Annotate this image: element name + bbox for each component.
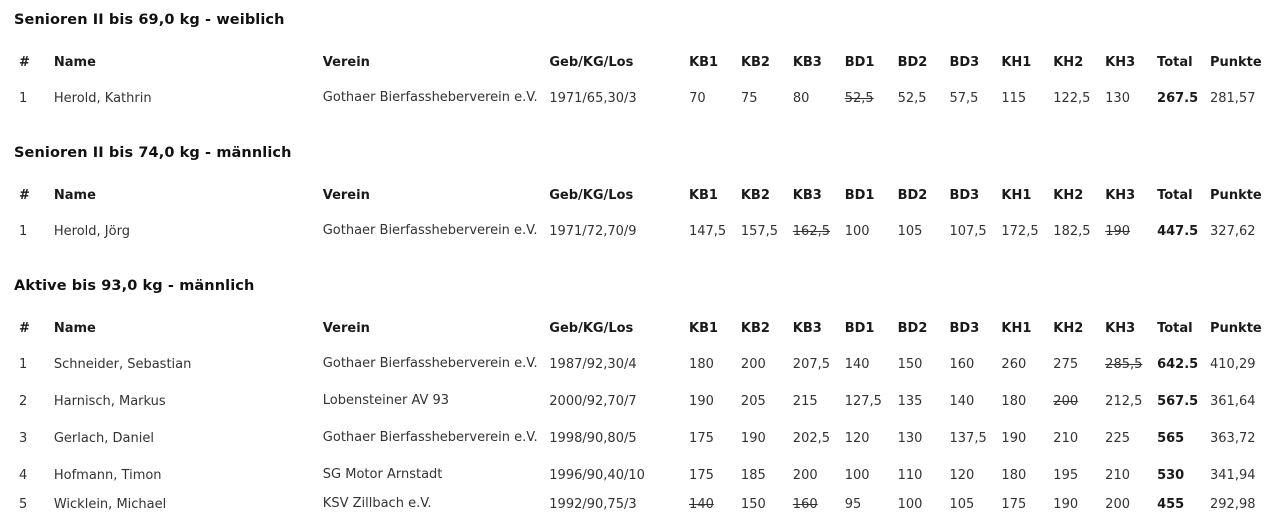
failed-attempt: 285,5 bbox=[1105, 356, 1143, 372]
name-cell: Wicklein, Michael bbox=[53, 496, 167, 512]
header-name: Name bbox=[53, 320, 96, 336]
failed-attempt: 160 bbox=[792, 496, 818, 512]
header-club: Verein bbox=[322, 54, 370, 70]
name-cell: Herold, Kathrin bbox=[53, 90, 152, 106]
attempt-cell-bd3 bbox=[950, 385, 1002, 417]
attempt-cell-kb3 bbox=[793, 491, 845, 517]
attempt-value: 120 bbox=[949, 467, 975, 483]
attempt-cell-kh3 bbox=[1105, 343, 1157, 385]
table-row bbox=[0, 343, 1280, 385]
name-cell: Hofmann, Timon bbox=[53, 467, 162, 483]
header-bd2: BD2 bbox=[897, 54, 928, 70]
attempt-value: 100 bbox=[844, 467, 870, 483]
points-cell: 341,94 bbox=[1210, 467, 1256, 483]
table-row bbox=[0, 417, 1280, 459]
attempt-cell-kb3 bbox=[793, 210, 845, 252]
table-row bbox=[0, 385, 1280, 417]
header-kh3: KH3 bbox=[1105, 320, 1136, 336]
info-cell: 1971/72,70/9 bbox=[549, 223, 637, 239]
info-cell: 1996/90,40/10 bbox=[549, 467, 645, 483]
results-table bbox=[0, 313, 1280, 517]
header-row bbox=[0, 180, 1280, 210]
points-cell: 281,57 bbox=[1209, 90, 1256, 106]
attempt-value: 275 bbox=[1053, 356, 1079, 372]
section-title: Senioren II bis 69,0 kg - weiblich bbox=[14, 12, 285, 28]
info-cell: 1998/90,80/5 bbox=[549, 430, 637, 446]
attempt-value: 120 bbox=[844, 430, 870, 446]
attempt-value: 157,5 bbox=[740, 223, 779, 239]
header-kh1: KH1 bbox=[1001, 187, 1032, 203]
attempt-value: 190 bbox=[740, 430, 766, 446]
attempt-value: 175 bbox=[689, 467, 714, 483]
header-rank: # bbox=[19, 320, 30, 336]
attempt-cell-bd2 bbox=[898, 459, 950, 491]
total-cell: 567.5 bbox=[1157, 393, 1199, 409]
header-kb1: KB1 bbox=[688, 187, 718, 203]
club-cell: Gothaer Bierfassheberverein e.V. bbox=[322, 430, 538, 445]
attempt-value: 190 bbox=[1053, 496, 1079, 512]
attempt-cell-bd2 bbox=[898, 343, 950, 385]
header-row bbox=[0, 313, 1280, 343]
attempt-cell-kb3 bbox=[793, 343, 845, 385]
header-kh2: KH2 bbox=[1053, 54, 1084, 70]
attempt-cell-kb2 bbox=[741, 385, 793, 417]
attempt-value: 200 bbox=[792, 467, 818, 483]
header-bd2: BD2 bbox=[897, 187, 928, 203]
attempt-value: 75 bbox=[740, 90, 758, 106]
attempt-cell-kb3 bbox=[793, 417, 845, 459]
attempt-value: 110 bbox=[897, 467, 923, 483]
header-kh3: KH3 bbox=[1105, 187, 1136, 203]
attempt-value: 105 bbox=[949, 496, 975, 512]
attempt-value: 210 bbox=[1053, 430, 1079, 446]
attempt-cell-kb2 bbox=[741, 417, 793, 459]
attempt-cell-kh3 bbox=[1105, 385, 1157, 417]
attempt-value: 215 bbox=[792, 393, 818, 409]
table-row bbox=[0, 491, 1280, 517]
results-table bbox=[0, 47, 1280, 119]
attempt-cell-kb2 bbox=[741, 459, 793, 491]
rank-cell: 1 bbox=[19, 356, 28, 372]
header-rank: # bbox=[19, 187, 30, 203]
header-bd3: BD3 bbox=[949, 187, 980, 203]
attempt-cell-kh3 bbox=[1105, 210, 1157, 252]
failed-attempt: 200 bbox=[1053, 393, 1079, 409]
total-cell: 455 bbox=[1157, 496, 1185, 512]
attempt-value: 130 bbox=[897, 430, 923, 446]
attempt-cell-bd1 bbox=[845, 491, 898, 517]
attempt-cell-kb2 bbox=[741, 343, 793, 385]
attempt-cell-kb1 bbox=[689, 491, 741, 517]
attempt-value: 212,5 bbox=[1105, 393, 1143, 409]
name-cell: Herold, Jörg bbox=[53, 223, 130, 239]
header-points: Punkte bbox=[1210, 320, 1262, 336]
attempt-value: 80 bbox=[792, 90, 810, 106]
points-cell: 363,72 bbox=[1210, 430, 1256, 446]
attempt-value: 70 bbox=[689, 90, 706, 106]
attempt-value: 105 bbox=[897, 223, 923, 239]
attempt-value: 115 bbox=[1001, 90, 1027, 106]
header-points: Punkte bbox=[1210, 187, 1262, 203]
attempt-cell-kb3 bbox=[793, 459, 845, 491]
header-name: Name bbox=[53, 54, 96, 70]
attempt-value: 140 bbox=[844, 356, 870, 372]
attempt-value: 210 bbox=[1105, 467, 1130, 483]
header-kb3: KB3 bbox=[792, 187, 822, 203]
table-row bbox=[0, 77, 1280, 119]
header-kb2: KB2 bbox=[740, 320, 770, 336]
attempt-cell-kb3 bbox=[793, 77, 845, 119]
attempt-cell-bd1 bbox=[845, 459, 898, 491]
club-cell: Gothaer Bierfassheberverein e.V. bbox=[322, 90, 538, 105]
attempt-value: 57,5 bbox=[949, 90, 979, 106]
attempt-value: 200 bbox=[1105, 496, 1130, 512]
name-cell: Harnisch, Markus bbox=[53, 393, 166, 409]
attempt-value: 175 bbox=[1001, 496, 1027, 512]
header-info: Geb/KG/Los bbox=[549, 54, 634, 70]
header-bd1: BD1 bbox=[844, 187, 875, 203]
rank-cell: 2 bbox=[19, 393, 28, 409]
failed-attempt: 140 bbox=[689, 496, 714, 512]
attempt-value: 195 bbox=[1053, 467, 1079, 483]
name-cell: Gerlach, Daniel bbox=[53, 430, 154, 446]
attempt-cell-kh2 bbox=[1053, 417, 1105, 459]
attempt-value: 180 bbox=[1001, 467, 1027, 483]
attempt-cell-kh3 bbox=[1105, 77, 1157, 119]
rank-cell: 5 bbox=[19, 496, 28, 512]
attempt-value: 190 bbox=[689, 393, 714, 409]
attempt-value: 207,5 bbox=[792, 356, 831, 372]
attempt-cell-kb1 bbox=[689, 343, 741, 385]
attempt-cell-bd1 bbox=[845, 385, 898, 417]
attempt-cell-kb3 bbox=[793, 385, 845, 417]
header-kb1: KB1 bbox=[689, 54, 719, 70]
attempt-cell-kh3 bbox=[1105, 417, 1157, 459]
failed-attempt: 162,5 bbox=[792, 223, 830, 239]
attempt-value: 202,5 bbox=[792, 430, 831, 446]
attempt-value: 140 bbox=[949, 393, 975, 409]
attempt-cell-bd1 bbox=[845, 417, 898, 459]
section-title: Aktive bis 93,0 kg - männlich bbox=[14, 278, 255, 294]
attempt-cell-kh2 bbox=[1053, 343, 1105, 385]
rank-cell: 4 bbox=[19, 467, 28, 483]
attempt-cell-kh2 bbox=[1053, 385, 1105, 417]
header-info: Geb/KG/Los bbox=[549, 320, 634, 336]
header-points: Punkte bbox=[1209, 54, 1262, 70]
failed-attempt: 190 bbox=[1105, 223, 1131, 239]
attempt-cell-bd3 bbox=[950, 491, 1002, 517]
header-name: Name bbox=[53, 187, 96, 203]
attempt-value: 100 bbox=[897, 496, 923, 512]
club-cell: Gothaer Bierfassheberverein e.V. bbox=[322, 223, 538, 238]
attempt-value: 225 bbox=[1105, 430, 1130, 446]
attempt-value: 200 bbox=[740, 356, 766, 372]
attempt-cell-kb2 bbox=[741, 77, 793, 119]
section-title: Senioren II bis 74,0 kg - männlich bbox=[14, 145, 292, 161]
attempt-cell-kh1 bbox=[1001, 385, 1053, 417]
header-kb2: KB2 bbox=[740, 54, 770, 70]
attempt-cell-bd1 bbox=[845, 343, 898, 385]
info-cell: 1987/92,30/4 bbox=[549, 356, 637, 372]
header-bd1: BD1 bbox=[844, 320, 875, 336]
points-cell: 292,98 bbox=[1210, 496, 1256, 512]
attempt-cell-kh1 bbox=[1001, 343, 1053, 385]
attempt-value: 135 bbox=[897, 393, 923, 409]
attempt-value: 122,5 bbox=[1053, 90, 1091, 106]
attempt-value: 95 bbox=[844, 496, 862, 512]
attempt-cell-kb2 bbox=[741, 210, 793, 252]
header-kh1: KH1 bbox=[1001, 54, 1032, 70]
header-total: Total bbox=[1157, 187, 1193, 203]
header-info: Geb/KG/Los bbox=[549, 187, 634, 203]
attempt-cell-kh1 bbox=[1001, 417, 1053, 459]
header-total: Total bbox=[1157, 320, 1193, 336]
attempt-cell-bd2 bbox=[898, 77, 950, 119]
rank-cell: 1 bbox=[19, 90, 28, 106]
attempt-cell-bd2 bbox=[898, 417, 950, 459]
header-kb3: KB3 bbox=[792, 54, 822, 70]
attempt-value: 107,5 bbox=[949, 223, 987, 239]
points-cell: 327,62 bbox=[1210, 223, 1256, 239]
attempt-value: 127,5 bbox=[844, 393, 882, 409]
attempt-value: 190 bbox=[1001, 430, 1027, 446]
attempt-value: 150 bbox=[740, 496, 766, 512]
attempt-cell-bd1 bbox=[845, 210, 898, 252]
points-cell: 361,64 bbox=[1210, 393, 1256, 409]
attempt-cell-bd2 bbox=[898, 385, 950, 417]
attempt-cell-kh2 bbox=[1053, 210, 1105, 252]
attempt-value: 180 bbox=[1001, 393, 1027, 409]
attempt-value: 175 bbox=[689, 430, 714, 446]
attempt-cell-bd3 bbox=[949, 77, 1001, 119]
attempt-cell-bd2 bbox=[898, 491, 950, 517]
club-cell: KSV Zillbach e.V. bbox=[322, 496, 432, 511]
total-cell: 447.5 bbox=[1157, 223, 1199, 239]
attempt-value: 172,5 bbox=[1001, 223, 1039, 239]
header-kh3: KH3 bbox=[1105, 54, 1136, 70]
attempt-value: 182,5 bbox=[1053, 223, 1091, 239]
attempt-cell-kh1 bbox=[1001, 491, 1053, 517]
header-kb2: KB2 bbox=[740, 187, 770, 203]
attempt-cell-kh1 bbox=[1001, 459, 1053, 491]
total-cell: 530 bbox=[1157, 467, 1185, 483]
info-cell: 1992/90,75/3 bbox=[549, 496, 637, 512]
attempt-cell-bd2 bbox=[898, 210, 950, 252]
attempt-value: 160 bbox=[949, 356, 975, 372]
header-kb1: KB1 bbox=[689, 320, 719, 336]
header-total: Total bbox=[1157, 54, 1193, 70]
attempt-cell-bd3 bbox=[950, 417, 1002, 459]
attempt-value: 205 bbox=[740, 393, 766, 409]
attempt-value: 180 bbox=[689, 356, 714, 372]
attempt-cell-kh3 bbox=[1105, 491, 1157, 517]
info-cell: 2000/92,70/7 bbox=[549, 393, 637, 409]
table-row bbox=[0, 210, 1280, 252]
attempt-value: 130 bbox=[1105, 90, 1130, 106]
attempt-cell-kh2 bbox=[1053, 77, 1105, 119]
attempt-cell-kh1 bbox=[1001, 210, 1053, 252]
header-kh2: KH2 bbox=[1053, 187, 1084, 203]
header-kh2: KH2 bbox=[1053, 320, 1084, 336]
header-kh1: KH1 bbox=[1001, 320, 1032, 336]
attempt-cell-kb1 bbox=[689, 459, 741, 491]
points-cell: 410,29 bbox=[1210, 356, 1256, 372]
header-kb3: KB3 bbox=[792, 320, 822, 336]
attempt-cell-kh2 bbox=[1053, 459, 1105, 491]
attempt-cell-kb1 bbox=[689, 77, 741, 119]
attempt-value: 185 bbox=[740, 467, 766, 483]
club-cell: SG Motor Arnstadt bbox=[322, 467, 443, 482]
rank-cell: 1 bbox=[19, 223, 28, 239]
header-row bbox=[0, 47, 1280, 77]
total-cell: 642.5 bbox=[1157, 356, 1199, 372]
attempt-cell-bd1 bbox=[845, 77, 898, 119]
attempt-cell-bd3 bbox=[950, 343, 1002, 385]
header-bd3: BD3 bbox=[949, 320, 980, 336]
info-cell: 1971/65,30/3 bbox=[549, 90, 637, 106]
attempt-cell-kb1 bbox=[689, 210, 741, 252]
attempt-cell-bd3 bbox=[950, 459, 1002, 491]
header-club: Verein bbox=[322, 187, 370, 203]
header-bd2: BD2 bbox=[897, 320, 928, 336]
attempt-value: 100 bbox=[844, 223, 870, 239]
header-club: Verein bbox=[322, 320, 370, 336]
header-bd3: BD3 bbox=[949, 54, 980, 70]
header-rank: # bbox=[19, 54, 30, 70]
club-cell: Gothaer Bierfassheberverein e.V. bbox=[322, 356, 538, 371]
attempt-cell-kh2 bbox=[1053, 491, 1105, 517]
attempt-value: 260 bbox=[1001, 356, 1027, 372]
attempt-cell-bd3 bbox=[949, 210, 1001, 252]
attempt-value: 147,5 bbox=[688, 223, 727, 239]
attempt-value: 150 bbox=[897, 356, 923, 372]
attempt-cell-kb2 bbox=[741, 491, 793, 517]
rank-cell: 3 bbox=[19, 430, 28, 446]
total-cell: 565 bbox=[1157, 430, 1185, 446]
attempt-cell-kh1 bbox=[1001, 77, 1053, 119]
attempt-cell-kb1 bbox=[689, 385, 741, 417]
failed-attempt: 52,5 bbox=[844, 90, 874, 106]
club-cell: Lobensteiner AV 93 bbox=[322, 393, 450, 408]
attempt-cell-kb1 bbox=[689, 417, 741, 459]
attempt-value: 137,5 bbox=[949, 430, 987, 446]
results-table bbox=[0, 180, 1280, 252]
table-row bbox=[0, 459, 1280, 491]
total-cell: 267.5 bbox=[1157, 90, 1199, 106]
attempt-value: 52,5 bbox=[897, 90, 927, 106]
name-cell: Schneider, Sebastian bbox=[53, 356, 192, 372]
attempt-cell-kh3 bbox=[1105, 459, 1157, 491]
header-bd1: BD1 bbox=[844, 54, 875, 70]
